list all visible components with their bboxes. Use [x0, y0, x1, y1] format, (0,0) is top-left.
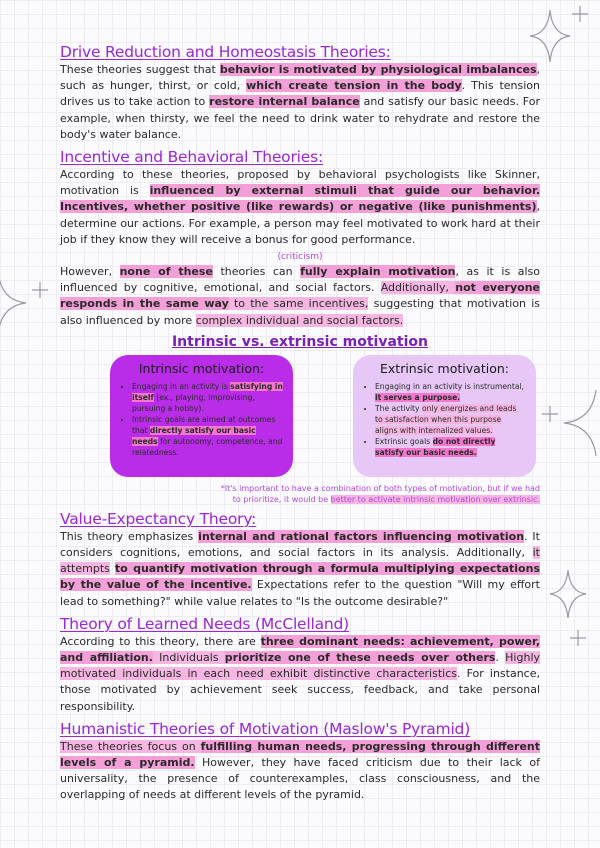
- text: , as it is also influenced by cognitive, emotional, and social factors.: [60, 265, 540, 295]
- highlight: fulfilling human needs, progressing through different levels of a pyramid.: [60, 739, 541, 770]
- list-item: [132, 381, 283, 414]
- highlight: restore internal balance: [209, 95, 360, 109]
- text: , such as hunger, thirst, or cold,: [60, 63, 540, 93]
- footnote-line: [60, 494, 540, 505]
- text: Intrinsic goals are aimed at outcomes that: [132, 414, 276, 435]
- criticism-body: [60, 264, 540, 329]
- text: and satisfy our basic needs. For example, when thirsty, we feel the need to drink water to rehydrate and restore the body's water balance.: [60, 95, 540, 141]
- section-title: Value-Expectancy Theory:: [60, 509, 257, 528]
- light-highlight: only energizes and leads to satisfaction when this purpose aligns with internalized values.: [375, 403, 517, 435]
- list-item: [375, 436, 526, 458]
- highlight: behavior is motivated by physiological imbalances: [219, 63, 537, 76]
- highlight: directly satisfy our basic needs: [132, 425, 256, 446]
- light-highlight: to the same incentives,: [228, 297, 369, 311]
- document-page: [60, 42, 540, 808]
- section-body: [60, 529, 540, 610]
- intrinsic-list: [120, 381, 283, 458]
- list-item: [375, 403, 526, 436]
- text: Expectations refer to the question "Will my effort lead to something?" while value relates to "Is the outcome desirable?": [60, 578, 540, 608]
- highlight: three dominant needs: achievement, power, and affiliation.: [60, 634, 540, 665]
- light-highlight: Additionally,: [380, 281, 456, 295]
- highlight: none of these: [119, 265, 213, 279]
- section-body: [60, 62, 540, 143]
- text: According to this theory, there are: [60, 634, 261, 648]
- extrinsic-box: [353, 355, 536, 477]
- text: These theories suggest that: [60, 63, 220, 76]
- highlight: internal and rational factors influencing motivation: [198, 529, 525, 543]
- light-highlight: Individuals: [152, 651, 225, 665]
- list-item: [375, 381, 526, 403]
- extrinsic-heading: Extrinsic motivation:: [380, 360, 509, 376]
- highlight: do not directly satisfy our basic needs.: [375, 436, 496, 457]
- light-highlight: complex individual and social factors.: [195, 313, 404, 327]
- sparkle-icon: [548, 568, 588, 620]
- text: According to these theories, proposed by behavioral psychologists like Skinner, motivation is: [60, 168, 540, 198]
- text: suggesting that motivation is also influenced by more: [60, 297, 540, 327]
- section-title: Intrinsic vs. extrinsic motivation: [171, 333, 429, 350]
- section-body: [60, 167, 540, 248]
- section-incentive: [60, 147, 540, 329]
- light-highlight: Highly motivated individuals in each need exhibit distinctive characteristics: [60, 651, 541, 681]
- list-item: [132, 414, 283, 458]
- text: . For instance, those motivated by achievement seek success, feedback, and take personal responsibility.: [60, 667, 540, 713]
- highlight: satisfying in itself: [132, 381, 283, 402]
- highlight: fully explain motivation: [300, 265, 456, 279]
- comparison-boxes: [60, 355, 540, 477]
- highlight: not everyone responds in the same way: [60, 281, 540, 311]
- section-title: Humanistic Theories of Motivation (Maslow's Pyramid): [60, 719, 471, 738]
- text: to prioritize, it would be: [232, 494, 331, 504]
- light-highlight: These theories focus on: [60, 739, 201, 753]
- text: However,: [60, 265, 120, 279]
- plus-icon: [568, 628, 588, 648]
- highlight: which create tension in the body: [246, 79, 462, 93]
- section-title: Incentive and Behavioral Theories:: [60, 148, 323, 167]
- sparkle-icon: [562, 388, 598, 458]
- text: .: [495, 651, 506, 665]
- intrinsic-box: [110, 355, 293, 477]
- section-body: [60, 634, 540, 715]
- intrinsic-heading: Intrinsic motivation:: [138, 360, 265, 376]
- section-title: Drive Reduction and Homeostasis Theories:: [60, 43, 391, 61]
- plus-icon: [30, 280, 50, 300]
- highlight: prioritize one of these needs over others: [224, 651, 496, 665]
- section-intrinsic-extrinsic: [60, 333, 540, 505]
- section-humanistic: [60, 719, 540, 804]
- section-title: Theory of Learned Needs (McClelland): [60, 614, 350, 633]
- text: . It considers cognitions, emotions, and social factors in its analysis. Additionally,: [60, 529, 540, 560]
- text: However, they have faced criticism due to their lack of universality, the presence of counterexamples, class consciousness, and the overlapping of needs at different levels of the pyramid.: [60, 756, 540, 802]
- text: for autonomy, competence, and relatedness.: [132, 436, 283, 457]
- extrinsic-list: [363, 381, 526, 458]
- sparkle-icon: [0, 268, 28, 338]
- text: Engaging in an activity is instrumental,: [375, 381, 524, 391]
- highlight: it serves a purpose.: [375, 392, 461, 402]
- light-highlight: better to activate intrinsic motivation over extrinsic.: [330, 494, 540, 504]
- text: theories can: [212, 265, 301, 279]
- text: , determine our actions. For example, a person may feel motivated to work hard at their job if they know they will receive a bonus for good performance.: [60, 200, 540, 246]
- light-highlight: it attempts: [60, 546, 540, 576]
- criticism-label: (criticism): [277, 252, 323, 263]
- highlight: influenced by external stimuli that guide our behavior. Incentives, whether positive (like rewards) or negative (like punishments): [60, 184, 541, 214]
- plus-icon: [570, 4, 590, 24]
- section-learned-needs: [60, 614, 540, 715]
- text: (ex., playing, improvising, pursuing a hobby).: [132, 392, 255, 413]
- footnote: [60, 483, 540, 505]
- text: This theory emphasizes: [60, 529, 199, 543]
- section-value-expectancy: [60, 509, 540, 610]
- section-body: [60, 739, 540, 804]
- footnote-line: *It's important to have a combination of both types of motivation, but if we had: [220, 483, 540, 493]
- text: The activity: [375, 403, 422, 413]
- text: Extrinsic goals: [375, 436, 433, 446]
- text: . This tension drives us to take action to: [60, 79, 541, 109]
- text: Engaging in an activity is: [132, 381, 231, 391]
- plus-icon: [540, 404, 560, 424]
- section-drive-reduction: [60, 42, 540, 143]
- highlight: to quantify motivation through a formula multiplying expectations by the value of the incentive.: [60, 562, 540, 592]
